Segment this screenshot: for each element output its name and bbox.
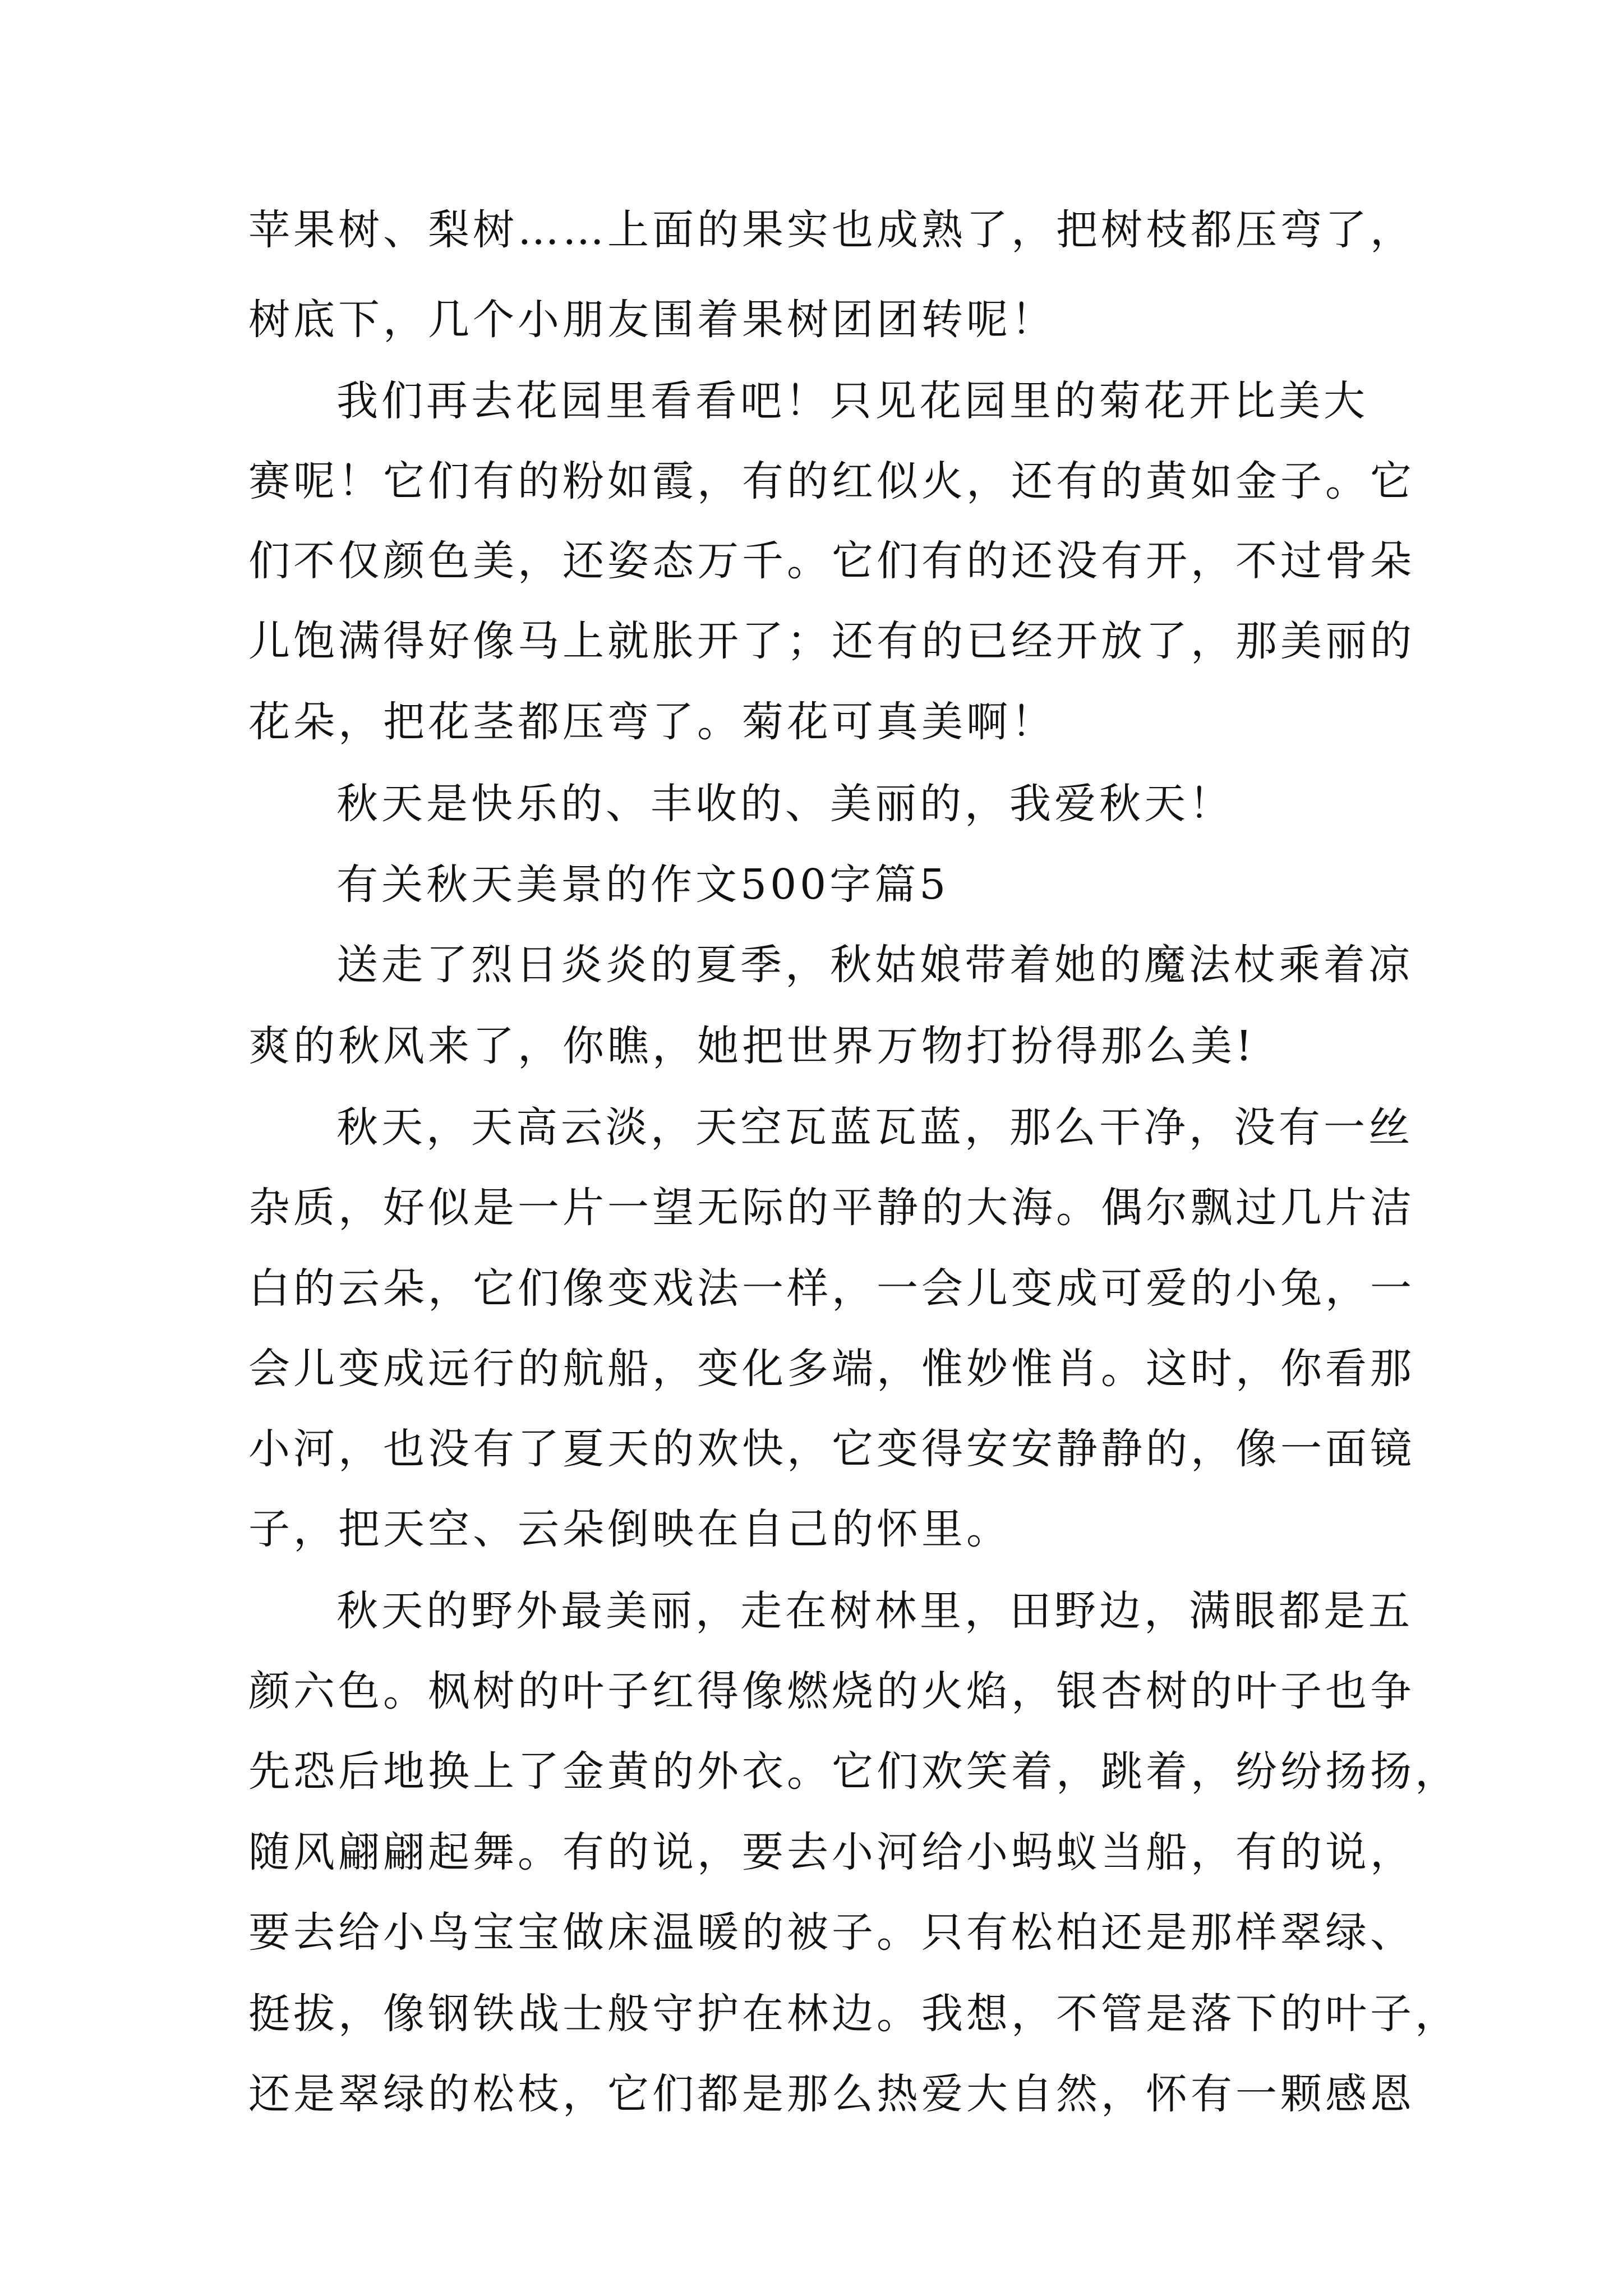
text-line: 我们再去花园里看看吧！只见花园里的菊花开比美大: [336, 377, 1368, 425]
text-line: 先恐后地换上了金黄的外衣。它们欢笑着，跳着，纷纷扬扬，: [248, 1747, 1460, 1796]
text-line: 树底下，几个小朋友围着果树团团转呢！: [248, 296, 1056, 344]
text-line: 苹果树、梨树……上面的果实也成熟了，把树枝都压弯了，: [248, 206, 1415, 254]
text-line: 秋天是快乐的、丰收的、美丽的，我爱秋天！: [336, 780, 1234, 828]
text-line: 秋天，天高云淡，天空瓦蓝瓦蓝，那么干净，没有一丝: [336, 1103, 1413, 1152]
text-line: 白的云朵，它们像变戏法一样，一会儿变成可爱的小兔，一: [248, 1264, 1415, 1313]
text-line: 赛呢！它们有的粉如霞，有的红似火，还有的黄如金子。它: [248, 457, 1415, 505]
text-line: 秋天的野外最美丽，走在树林里，田野边，满眼都是五: [336, 1587, 1413, 1635]
text-line: 花朵，把花茎都压弯了。菊花可真美啊！: [248, 698, 1056, 746]
text-line: 爽的秋风来了，你瞧，她把世界万物打扮得那么美!: [248, 1022, 1256, 1070]
text-line: 挺拔，像钢铁战士般守护在林边。我想，不管是落下的叶子，: [248, 1990, 1460, 2038]
text-line: 要去给小鸟宝宝做床温暖的被子。只有松柏还是那样翠绿、: [248, 1908, 1415, 1957]
text-line: 子，把天空、云朵倒映在自己的怀里。: [248, 1505, 1011, 1553]
text-line: 儿饱满得好像马上就胀开了；还有的已经开放了，那美丽的: [248, 617, 1415, 665]
text-line: 颜六色。枫树的叶子红得像燃烧的火焰，银杏树的叶子也争: [248, 1667, 1415, 1715]
text-line: 还是翠绿的松枝，它们都是那么热爱大自然，怀有一颗感恩: [248, 2070, 1415, 2118]
text-line: 们不仅颜色美，还姿态万千。它们有的还没有开，不过骨朵: [248, 537, 1415, 585]
text-line: 送走了烈日炎炎的夏季，秋姑娘带着她的魔法杖乘着凉: [336, 941, 1413, 989]
text-line: 杂质，好似是一片一望无际的平静的大海。偶尔飘过几片洁: [248, 1184, 1415, 1232]
text-line: 会儿变成远行的航船，变化多端，惟妙惟肖。这时，你看那: [248, 1345, 1415, 1393]
text-line: 小河，也没有了夏天的欢快，它变得安安静静的，像一面镜: [248, 1425, 1415, 1473]
text-line: 随风翩翩起舞。有的说，要去小河给小蚂蚁当船，有的说，: [248, 1828, 1415, 1876]
section-heading: 有关秋天美景的作文500字篇5: [336, 861, 949, 909]
